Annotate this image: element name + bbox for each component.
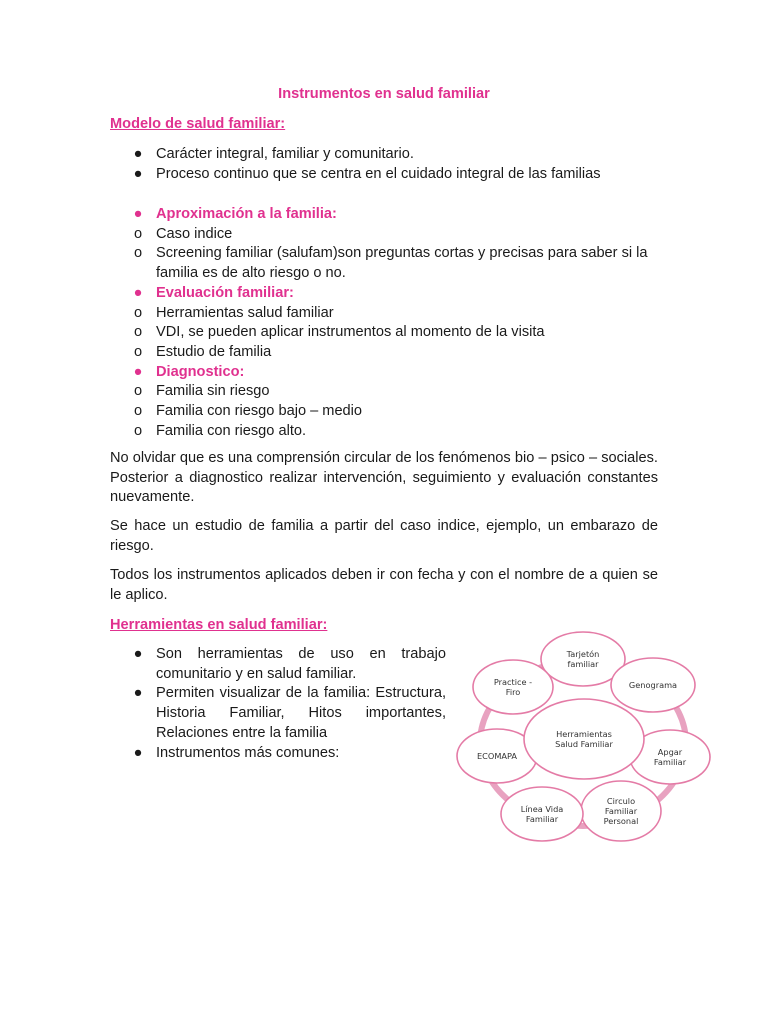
bullet-list [110,645,446,763]
circle-bullet-icon: o [133,324,143,341]
bullet-list [110,145,660,184]
bullet-icon: ● [133,206,143,222]
bullet-icon: ● [133,363,143,380]
bullet-icon: ● [133,646,143,662]
list-item: ● Permiten visualizar de la familia: Estructura, Historia Familiar, Hitos importantes, Relaciones entre la familia [110,684,446,743]
list-item: o Familia sin riesgo [110,382,660,402]
diagram-node [611,658,695,712]
diagram-center-node [524,699,644,779]
diagram-node-label: Familiar [525,814,559,824]
circle-bullet-icon: o [133,225,143,242]
list-item: o Screening familiar (salufam)son preguntas cortas y precisas para saber si la familia es de alto riesgo o no. [110,244,660,283]
diagram-node-label: Circulo [606,796,636,806]
list-item: ● Son herramientas de uso en trabajo comunitario y en salud familiar. [110,645,446,684]
bullet-icon: ● [133,685,143,702]
diagram-node-label: Firo [505,687,521,697]
section-heading-herramientas: Herramientas en salud familiar: [110,617,328,633]
bullet-icon: ● [133,165,143,182]
bullet-icon: ● [133,146,143,162]
list-item: o Caso indice [110,225,660,245]
diagram-node-label: Personal [603,816,639,826]
subsection-heading: ● Aproximación a la familia: [110,205,660,225]
diagram-node [501,787,583,841]
diagram-center-node-label: Salud Familiar [555,739,613,749]
paragraph: Todos los instrumentos aplicados deben ir con fecha y con el nombre de a quien se le aplico. [110,567,658,603]
list-item: ● Carácter integral, familiar y comunitario. [110,145,660,165]
list-item: ● Instrumentos más comunes: [110,744,446,764]
section-heading-modelo: Modelo de salud familiar: [110,116,286,132]
diagram-node [473,660,553,714]
bullet-icon: ● [133,744,143,761]
diagram-node-label: Familiar [604,806,638,816]
document-title: Instrumentos en salud familiar [278,86,490,102]
list-item: o VDI, se pueden aplicar instrumentos al momento de la visita [110,323,660,343]
diagram-node-label: familiar [567,659,599,669]
tools-cycle-diagram [450,625,720,845]
list-item: ● Proceso continuo que se centra en el cuidado integral de las familias [110,165,660,185]
paragraph: Se hace un estudio de familia a partir del caso indice, ejemplo, un embarazo de riesgo. [110,518,658,554]
subsection-heading: ● Diagnostico: [110,363,660,383]
circle-bullet-icon: o [133,304,143,321]
circle-bullet-icon: o [133,422,143,439]
diagram-node-label: Tarjetón [566,649,600,659]
diagram-node-label: Practice - [493,677,533,687]
diagram-center-node-label: Herramientas [556,729,612,739]
diagram-node-label: Línea Vida [520,804,564,814]
paragraph: No olvidar que es una comprensión circular de los fenómenos bio – psico – sociales. Posterior a diagnostico realizar intervención, seguimiento y evaluación constantes nuevamente. [110,450,658,506]
circle-bullet-icon: o [133,343,143,360]
diagram-node-label: ECOMAPA [476,751,518,761]
circle-bullet-icon: o [133,383,143,400]
list-item: o Herramientas salud familiar [110,304,660,324]
diagram-node [581,781,661,841]
circle-bullet-icon: o [133,245,143,262]
list-item: o Familia con riesgo bajo – medio [110,402,660,422]
list-item: o Estudio de familia [110,343,660,363]
diagram-node-label: Genograma [628,680,678,690]
subsection-heading: ● Evaluación familiar: [110,284,660,304]
diagram-node-label: Apgar [657,747,683,757]
diagram-node-label: Familiar [653,757,687,767]
bullet-icon: ● [133,284,143,301]
list-item: o Familia con riesgo alto. [110,422,660,442]
subsection-list [110,205,660,441]
circle-bullet-icon: o [133,403,143,420]
